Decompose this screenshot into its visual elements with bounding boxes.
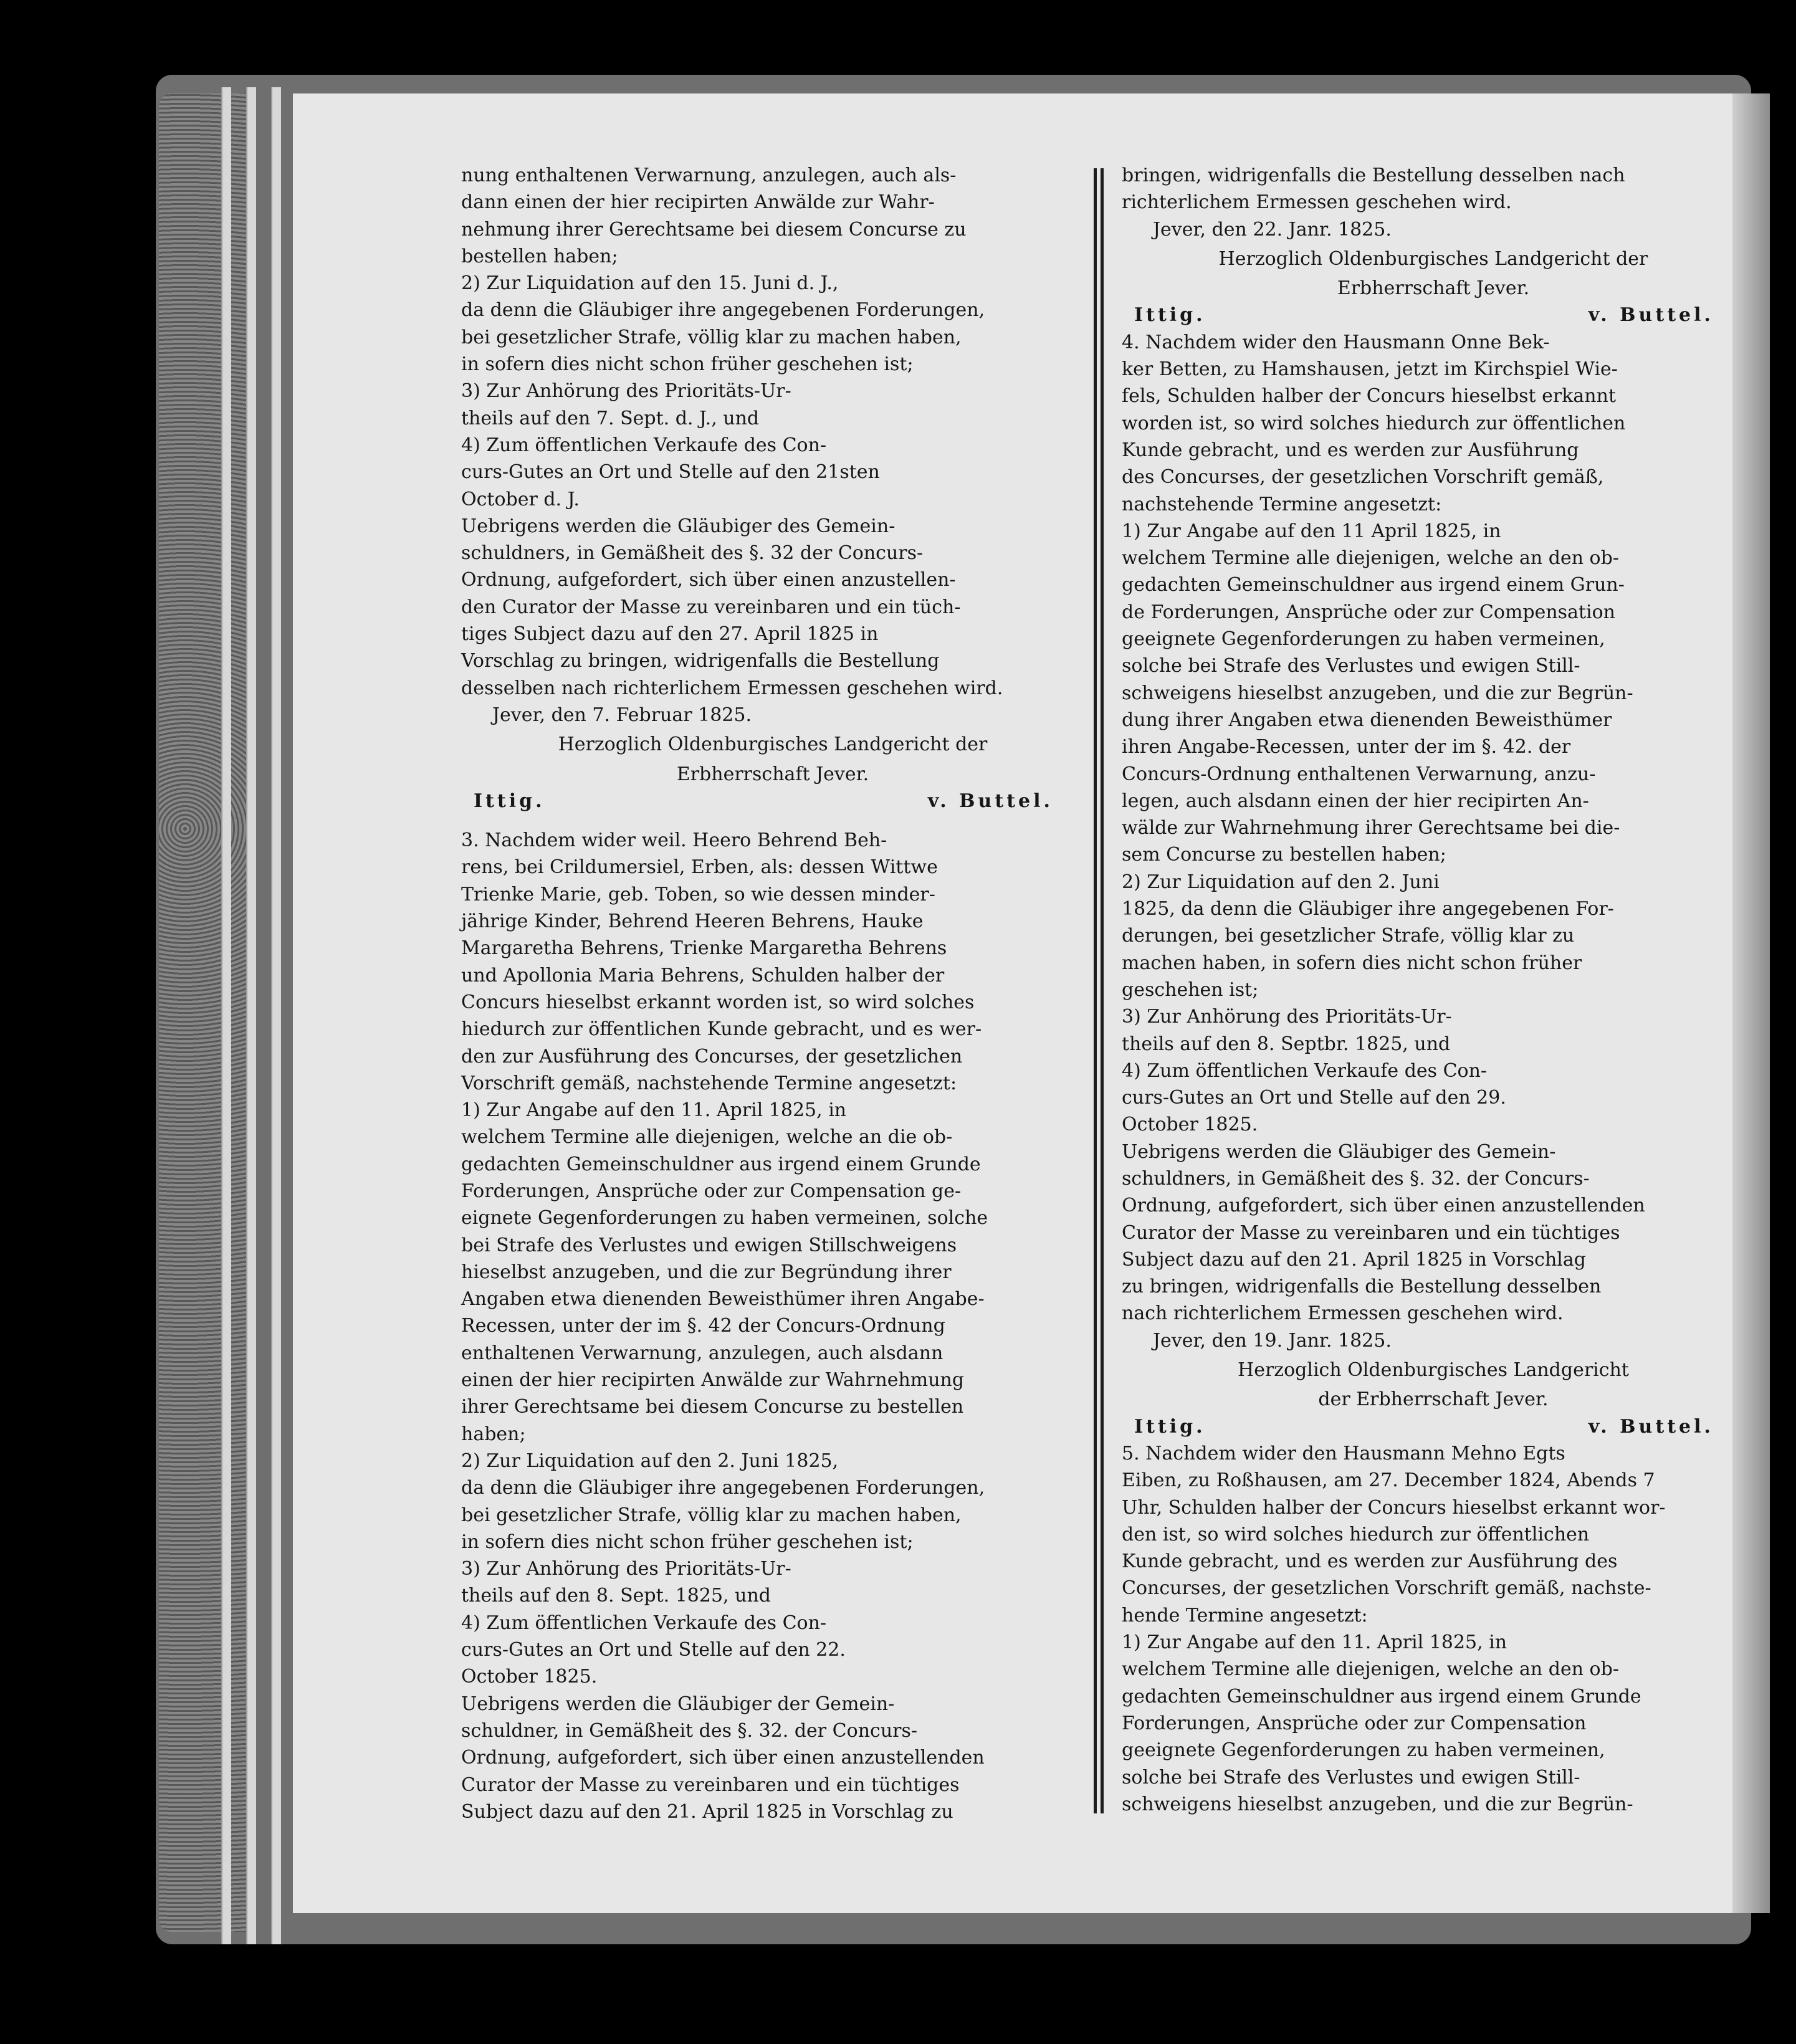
text-line: Trienke Marie, geb. Toben, so wie dessen minder-: [461, 883, 935, 905]
text-line: hende Termine angesetzt:: [1122, 1604, 1368, 1626]
left-court-line: Erbherrschaft Jever.: [676, 763, 869, 785]
right-court-line-2: der Erbherrschaft Jever.: [1318, 1388, 1549, 1411]
text-line: Ordnung, aufgefordert, sich über einen anzustellenden: [461, 1747, 985, 1769]
right-signatures-2: [1122, 1413, 1745, 1440]
text-line: 3) Zur Anhörung des Prioritäts-Ur-: [461, 380, 791, 403]
right-court-line-2: Herzoglich Oldenburgisches Landgericht: [1238, 1359, 1629, 1382]
left-text-block: [461, 827, 1084, 1825]
text-line: theils auf den 7. Sept. d. J., und: [461, 407, 760, 429]
signature-buttel: v. Buttel.: [1588, 1415, 1714, 1438]
text-line: geeignete Gegenforderungen zu haben vermeinen,: [1122, 628, 1605, 651]
text-line: welchem Termine alle diejenigen, welche an den ob-: [1122, 547, 1619, 570]
text-line: 5. Nachdem wider den Hausmann Mehno Egts: [1122, 1442, 1565, 1464]
text-line: den ist, so wird solches hiedurch zur öffentlichen: [1122, 1523, 1590, 1545]
left-court-line: Herzoglich Oldenburgisches Landgericht der: [558, 733, 988, 756]
text-line: Concurses, der gesetzlichen Vorschrift gemäß, nachste-: [1122, 1577, 1651, 1600]
text-line: gedachten Gemeinschuldner aus irgend einem Grunde: [1122, 1685, 1641, 1707]
text-line: 2) Zur Liquidation auf den 15. Juni d. J.,: [461, 272, 839, 295]
text-line: 1) Zur Angabe auf den 11 April 1825, in: [1122, 520, 1501, 542]
text-line: da denn die Gläubiger ihre angegebenen Forderungen,: [461, 299, 985, 322]
text-line: Uebrigens werden die Gläubiger des Gemein-: [1122, 1140, 1556, 1163]
text-line: Curator der Masse zu vereinbaren und ein tüchtiges: [1122, 1221, 1620, 1244]
right-court-line: Erbherrschaft Jever.: [1337, 277, 1530, 300]
right-text-block: [1122, 1440, 1745, 1818]
right-text-block: [1122, 329, 1745, 1327]
text-line: einen der hier recipirten Anwälde zur Wahrnehmung: [461, 1369, 965, 1392]
text-line: tiges Subject dazu auf den 27. April 1825 in: [461, 623, 879, 646]
text-line: bei gesetzlicher Strafe, völlig klar zu machen haben,: [461, 326, 962, 348]
text-line: de Forderungen, Ansprüche oder zur Compensation: [1122, 601, 1615, 623]
text-line: Concurs hieselbst erkannt worden ist, so wird solches: [461, 991, 975, 1013]
text-line: den zur Ausführung des Concurses, der gesetzlichen: [461, 1045, 963, 1067]
text-line: welchem Termine alle diejenigen, welche an die ob-: [461, 1126, 953, 1149]
text-line: zu bringen, widrigenfalls die Bestellung desselben: [1122, 1276, 1602, 1298]
text-line: curs-Gutes an Ort und Stelle auf den 22.: [461, 1639, 846, 1661]
text-line: 2) Zur Liquidation auf den 2. Juni 1825,: [461, 1449, 839, 1472]
text-line: richterlichem Ermessen geschehen wird.: [1122, 191, 1512, 214]
text-line: curs-Gutes an Ort und Stelle auf den 29.: [1122, 1087, 1506, 1109]
right-text-block: [1122, 162, 1745, 216]
text-line: bringen, widrigenfalls die Bestellung desselben nach: [1122, 165, 1625, 186]
text-line: October 1825.: [1122, 1114, 1258, 1136]
text-line: worden ist, so wird solches hiedurch zur öffentlichen: [1122, 412, 1626, 434]
text-line: sem Concurse zu bestellen haben;: [1122, 844, 1446, 866]
text-line: des Concurses, der gesetzlichen Vorschrift gemäß,: [1122, 466, 1604, 489]
text-line: hiedurch zur öffentlichen Kunde gebracht, und es wer-: [461, 1018, 982, 1041]
marbled-book-edge: [159, 93, 246, 1932]
text-line: derungen, bei gesetzlicher Strafe, völlig klar zu: [1122, 925, 1575, 947]
text-line: machen haben, in sofern dies nicht schon früher: [1122, 952, 1582, 974]
page-edge: [221, 87, 231, 1944]
column-divider: [1101, 168, 1104, 1813]
text-line: bei Strafe des Verlustes und ewigen Stillschweigens: [461, 1234, 957, 1256]
text-line: Subject dazu auf den 21. April 1825 in Vorschlag zu: [461, 1800, 953, 1823]
text-line: nehmung ihrer Gerechtsame bei diesem Concurse zu: [461, 218, 967, 241]
text-line: 2) Zur Liquidation auf den 2. Juni: [1122, 871, 1440, 893]
text-line: geschehen ist;: [1122, 978, 1259, 1001]
text-line: Uebrigens werden die Gläubiger des Gemein-: [461, 515, 896, 537]
text-line: geeignete Gegenforderungen zu haben vermeinen,: [1122, 1739, 1605, 1762]
text-line: solche bei Strafe des Verlustes und ewigen Still-: [1122, 1766, 1580, 1788]
column-divider: [1094, 168, 1097, 1813]
text-line: 4) Zum öffentlichen Verkaufe des Con-: [1122, 1059, 1488, 1082]
text-line: Eiben, zu Roßhausen, am 27. December 1824, Abends 7: [1122, 1469, 1655, 1492]
signature-buttel: v. Buttel.: [1588, 304, 1714, 327]
text-line: jährige Kinder, Behrend Heeren Behrens, Hauke: [461, 910, 924, 933]
text-line: schweigens hieselbst anzugeben, und die zur Begrün-: [1122, 1793, 1633, 1815]
text-line: 4) Zum öffentlichen Verkaufe des Con-: [461, 434, 827, 456]
text-line: fels, Schulden halber der Concurs hieselbst erkannt: [1122, 385, 1616, 408]
right-court-line: Herzoglich Oldenburgisches Landgericht der: [1218, 247, 1648, 270]
text-line: Curator der Masse zu vereinbaren und ein tüchtiges: [461, 1774, 960, 1796]
text-line: theils auf den 8. Sept. 1825, und: [461, 1585, 771, 1607]
text-line: bei gesetzlicher Strafe, völlig klar zu machen haben,: [461, 1504, 962, 1526]
text-line: ker Betten, zu Hamshausen, jetzt im Kirchspiel Wie-: [1122, 358, 1618, 381]
text-line: 4. Nachdem wider den Hausmann Onne Bek-: [1122, 331, 1550, 353]
text-line: haben;: [461, 1423, 526, 1445]
text-line: Uhr, Schulden halber der Concurs hieselbst erkannt wor-: [1122, 1496, 1666, 1519]
text-line: Kunde gebracht, und es werden zur Ausführung des: [1122, 1550, 1618, 1573]
left-text-block: [461, 162, 1084, 702]
text-line: welchem Termine alle diejenigen, welche an den ob-: [1122, 1658, 1619, 1681]
text-line: legen, auch alsdann einen der hier recipirten An-: [1122, 790, 1589, 812]
text-line: dann einen der hier recipirten Anwälde zur Wahr-: [461, 191, 935, 214]
signature-ittig: Ittig.: [474, 790, 545, 812]
left-signatures: [461, 788, 1084, 814]
text-line: Forderungen, Ansprüche oder zur Compensation ge-: [461, 1180, 962, 1202]
right-signatures: [1122, 302, 1745, 328]
text-line: theils auf den 8. Septbr. 1825, und: [1122, 1033, 1451, 1055]
text-line: hieselbst anzugeben, und die zur Begründung ihrer: [461, 1261, 952, 1283]
text-line: gedachten Gemeinschuldner aus irgend einem Grun-: [1122, 574, 1625, 596]
text-line: Ordnung, aufgefordert, sich über einen anzustellenden: [1122, 1195, 1645, 1217]
text-line: Forderungen, Ansprüche oder zur Compensation: [1122, 1712, 1587, 1734]
text-line: Subject dazu auf den 21. April 1825 in Vorschlag: [1122, 1248, 1586, 1271]
text-line: in sofern dies nicht schon früher geschehen ist;: [461, 1531, 914, 1553]
text-line: gedachten Gemeinschuldner aus irgend einem Grunde: [461, 1153, 981, 1175]
text-line: bestellen haben;: [461, 245, 618, 267]
text-line: Concurs-Ordnung enthaltenen Verwarnung, anzu-: [1122, 763, 1596, 785]
text-line: in sofern dies nicht schon früher geschehen ist;: [461, 353, 914, 376]
scanned-page: [293, 93, 1770, 1913]
text-line: Angaben etwa dienenden Beweisthümer ihren Angabe-: [461, 1288, 985, 1311]
signature-ittig: Ittig.: [1134, 304, 1206, 327]
text-line: da denn die Gläubiger ihre angegebenen Forderungen,: [461, 1477, 985, 1499]
text-line: den Curator der Masse zu vereinbaren und ein tüch-: [461, 596, 961, 618]
text-line: Uebrigens werden die Gläubiger der Gemein-: [461, 1693, 895, 1715]
text-line: nach richterlichem Ermessen geschehen wird.: [1122, 1302, 1564, 1325]
text-line: dung ihrer Angaben etwa dienenden Beweisthümer: [1122, 709, 1612, 731]
text-line: October 1825.: [461, 1666, 598, 1688]
right-date-line: Jever, den 22. Janr. 1825.: [1153, 218, 1392, 241]
text-line: ihrer Gerechtsame bei diesem Concurse zu bestellen: [461, 1396, 964, 1418]
signature-buttel: v. Buttel.: [927, 790, 1053, 812]
left-column: [461, 162, 1084, 1907]
text-line: eignete Gegenforderungen zu haben vermeinen, solche: [461, 1207, 988, 1230]
text-line: 1) Zur Angabe auf den 11. April 1825, in: [461, 1099, 847, 1122]
text-line: rens, bei Crildumersiel, Erben, als: dessen Wittwe: [461, 856, 938, 879]
text-line: und Apollonia Maria Behrens, Schulden halber der: [461, 964, 945, 986]
text-line: 4) Zum öffentlichen Verkaufe des Con-: [461, 1612, 827, 1634]
left-date-line: Jever, den 7. Februar 1825.: [492, 704, 752, 726]
text-line: nung enthaltenen Verwarnung, anzulegen, auch als-: [461, 165, 957, 186]
text-line: 1) Zur Angabe auf den 11. April 1825, in: [1122, 1631, 1507, 1654]
text-line: 3) Zur Anhörung des Prioritäts-Ur-: [461, 1558, 791, 1580]
signature-ittig: Ittig.: [1134, 1415, 1206, 1438]
text-line: Vorschrift gemäß, nachstehende Termine angesetzt:: [461, 1072, 957, 1094]
text-line: Recessen, unter der im §. 42 der Concurs-Ordnung: [461, 1315, 945, 1337]
right-date-line-2: Jever, den 19. Janr. 1825.: [1153, 1329, 1392, 1352]
text-line: solche bei Strafe des Verlustes und ewigen Still-: [1122, 655, 1580, 677]
text-line: October d. J.: [461, 488, 580, 510]
text-line: schuldner, in Gemäßheit des §. 32. der Concurs-: [461, 1719, 918, 1742]
text-line: schuldners, in Gemäßheit des §. 32. der Concurs-: [1122, 1167, 1590, 1190]
text-line: nachstehende Termine angesetzt:: [1122, 493, 1442, 515]
text-line: Ordnung, aufgefordert, sich über einen anzustellen-: [461, 569, 956, 591]
text-line: enthaltenen Verwarnung, anzulegen, auch alsdann: [461, 1342, 943, 1364]
text-line: Vorschlag zu bringen, widrigenfalls die Bestellung: [461, 650, 940, 672]
text-line: schuldners, in Gemäßheit des §. 32 der Concurs-: [461, 542, 924, 565]
right-column: [1122, 162, 1745, 1907]
text-line: schweigens hieselbst anzugeben, und die zur Begrün-: [1122, 682, 1633, 704]
page-edge: [246, 87, 256, 1944]
text-line: wälde zur Wahrnehmung ihrer Gerechtsame bei die-: [1122, 817, 1620, 839]
page-edge: [271, 87, 281, 1944]
text-line: 3. Nachdem wider weil. Heero Behrend Beh-: [461, 829, 887, 852]
text-line: 3) Zur Anhörung des Prioritäts-Ur-: [1122, 1006, 1452, 1028]
text-line: curs-Gutes an Ort und Stelle auf den 21sten: [461, 461, 880, 484]
text-line: 1825, da denn die Gläubiger ihre angegebenen For-: [1122, 898, 1614, 920]
text-line: Margaretha Behrens, Trienke Margaretha Behrens: [461, 937, 947, 960]
text-line: desselben nach richterlichem Ermessen geschehen wird.: [461, 677, 1003, 699]
text-line: Kunde gebracht, und es werden zur Ausführung: [1122, 439, 1579, 461]
text-line: ihren Angabe-Recessen, unter der im §. 42. der: [1122, 736, 1571, 758]
